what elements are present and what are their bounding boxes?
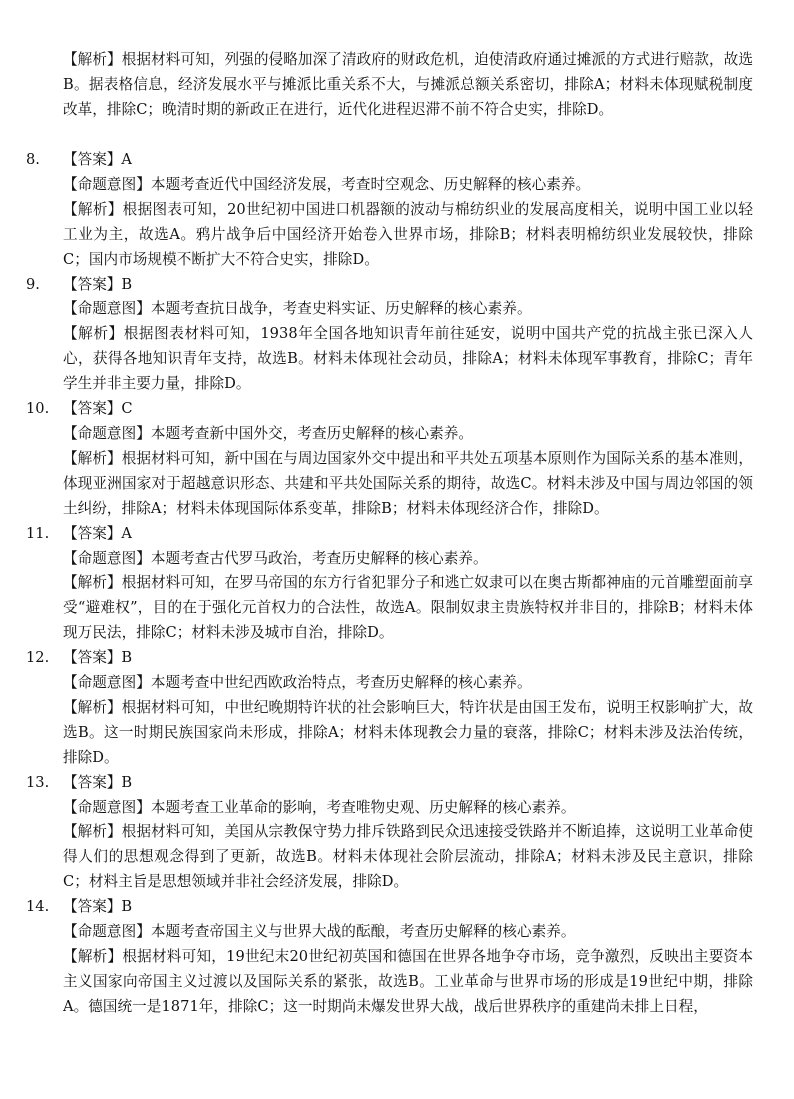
question-number: 14.: [26, 898, 50, 916]
intent-paragraph: 【命题意图】本题考查工业革命的影响，考查唯物史观、历史解释的核心素养。: [63, 798, 576, 816]
intent-paragraph: 【命题意图】本题考查抗日战争，考查史料实证、历史解释的核心素养。: [63, 300, 532, 318]
intro-block: [63, 48, 753, 123]
question-number: 12.: [26, 649, 50, 667]
answer-line: 【答案】A: [63, 151, 132, 168]
answer-line: 【答案】C: [63, 400, 133, 418]
question-item-13: [26, 771, 753, 896]
analysis-paragraph: 【解析】根据图表可知，20世纪初中国进口机器额的波动与棉纺织业的发展高度相关，说明中国工业以轻工业为主，故选A。鸦片战争后中国经济开始卷入世界市场，排除B；材料表明棉纺织业发展较快，排除C；国内市场规模不断扩大不符合史实，排除D。: [63, 200, 753, 268]
analysis-paragraph: 【解析】根据材料可知，列强的侵略加深了清政府的财政危机，迫使清政府通过摊派的方式进行赔款，故选B。据表格信息，经济发展水平与摊派比重关系不大，与摊派总额关系密切，排除A；材料未体现赋税制度改革，排除C；晚清时期的新政正在进行，近代化进程迟滞不前不符合史实，排除D。: [63, 51, 753, 118]
question-item-10: [26, 397, 753, 522]
answer-line: 【答案】B: [63, 773, 133, 791]
question-item-11: [26, 522, 753, 647]
answer-line: 【答案】B: [63, 275, 133, 293]
analysis-paragraph: 【解析】根据材料可知，中世纪晚期特许状的社会影响巨大，特许状是由国王发布，说明王权影响扩大，故选B。这一时期民族国家尚未形成，排除A；材料未体现教会力量的衰落，排除C；材料未涉及法治传统，排除D。: [63, 698, 753, 766]
question-item-14: [26, 895, 753, 1020]
question-item-8: [26, 148, 753, 273]
analysis-paragraph: 【解析】根据材料可知，在罗马帝国的东方行省犯罪分子和逃亡奴隶可以在奥古斯都神庙的元首雕塑面前享受“避难权”，目的在于强化元首权力的合法性，故选A。限制奴隶主贵族特权并非目的，排除B；材料未体现万民法，排除C；材料未涉及城市自治，排除D。: [63, 574, 753, 642]
question-item-12: [26, 646, 753, 771]
intent-paragraph: 【命题意图】本题考查近代中国经济发展，考查时空观念、历史解释的核心素养。: [63, 175, 591, 193]
analysis-paragraph: 【解析】根据图表材料可知，1938年全国各地知识青年前往延安，说明中国共产党的抗战主张已深入人心，获得各地知识青年支持，故选B。材料未体现社会动员，排除A；材料未体现军事教育，排除C；青年学生并非主要力量，排除D。: [63, 325, 753, 393]
answer-line: 【答案】B: [63, 898, 133, 916]
question-number: 9.: [26, 275, 40, 293]
intent-paragraph: 【命题意图】本题考查古代罗马政治，考查历史解释的核心素养。: [63, 549, 488, 567]
question-number: 11.: [26, 524, 50, 542]
answer-line: 【答案】B: [63, 649, 133, 667]
question-number: 13.: [26, 773, 50, 791]
analysis-paragraph: 【解析】根据材料可知，新中国在与周边国家外交中提出和平共处五项基本原则作为国际关系的基本准则，体现亚洲国家对于超越意识形态、共建和平共处国际关系的期待，故选C。材料未涉及中国与周边邻国的领土纠纷，排除A；材料未体现国际体系变革，排除B；材料未体现经济合作，排除D。: [63, 449, 753, 517]
answer-list: [26, 148, 753, 1020]
question-item-9: [26, 273, 753, 398]
analysis-paragraph: 【解析】根据材料可知，美国从宗教保守势力排斥铁路到民众迅速接受铁路并不断追捧，这说明工业革命使得人们的思想观念得到了更新，故选B。材料未体现社会阶层流动，排除A；材料未涉及民主意识，排除C；材料主旨是思想领域并非社会经济发展，排除D。: [63, 823, 753, 891]
question-number: 8.: [26, 151, 40, 168]
analysis-paragraph: 【解析】根据材料可知，19世纪末20世纪初英国和德国在世界各地争夺市场，竞争激烈，反映出主要资本主义国家向帝国主义过渡以及国际关系的紧张，故选B。工业革命与世界市场的形成是19世纪中期，排除A。德国统一是1871年，排除C；这一时期尚未爆发世界大战，战后世界秩序的重建尚未排上日程，: [63, 948, 753, 1015]
intent-paragraph: 【命题意图】本题考查新中国外交，考查历史解释的核心素养。: [63, 424, 474, 442]
answer-line: 【答案】A: [63, 524, 132, 542]
intent-paragraph: 【命题意图】本题考查帝国主义与世界大战的酝酿，考查历史解释的核心素养。: [63, 923, 576, 941]
intent-paragraph: 【命题意图】本题考查中世纪西欧政治特点，考查历史解释的核心素养。: [63, 674, 532, 692]
question-number: 10.: [26, 400, 50, 418]
